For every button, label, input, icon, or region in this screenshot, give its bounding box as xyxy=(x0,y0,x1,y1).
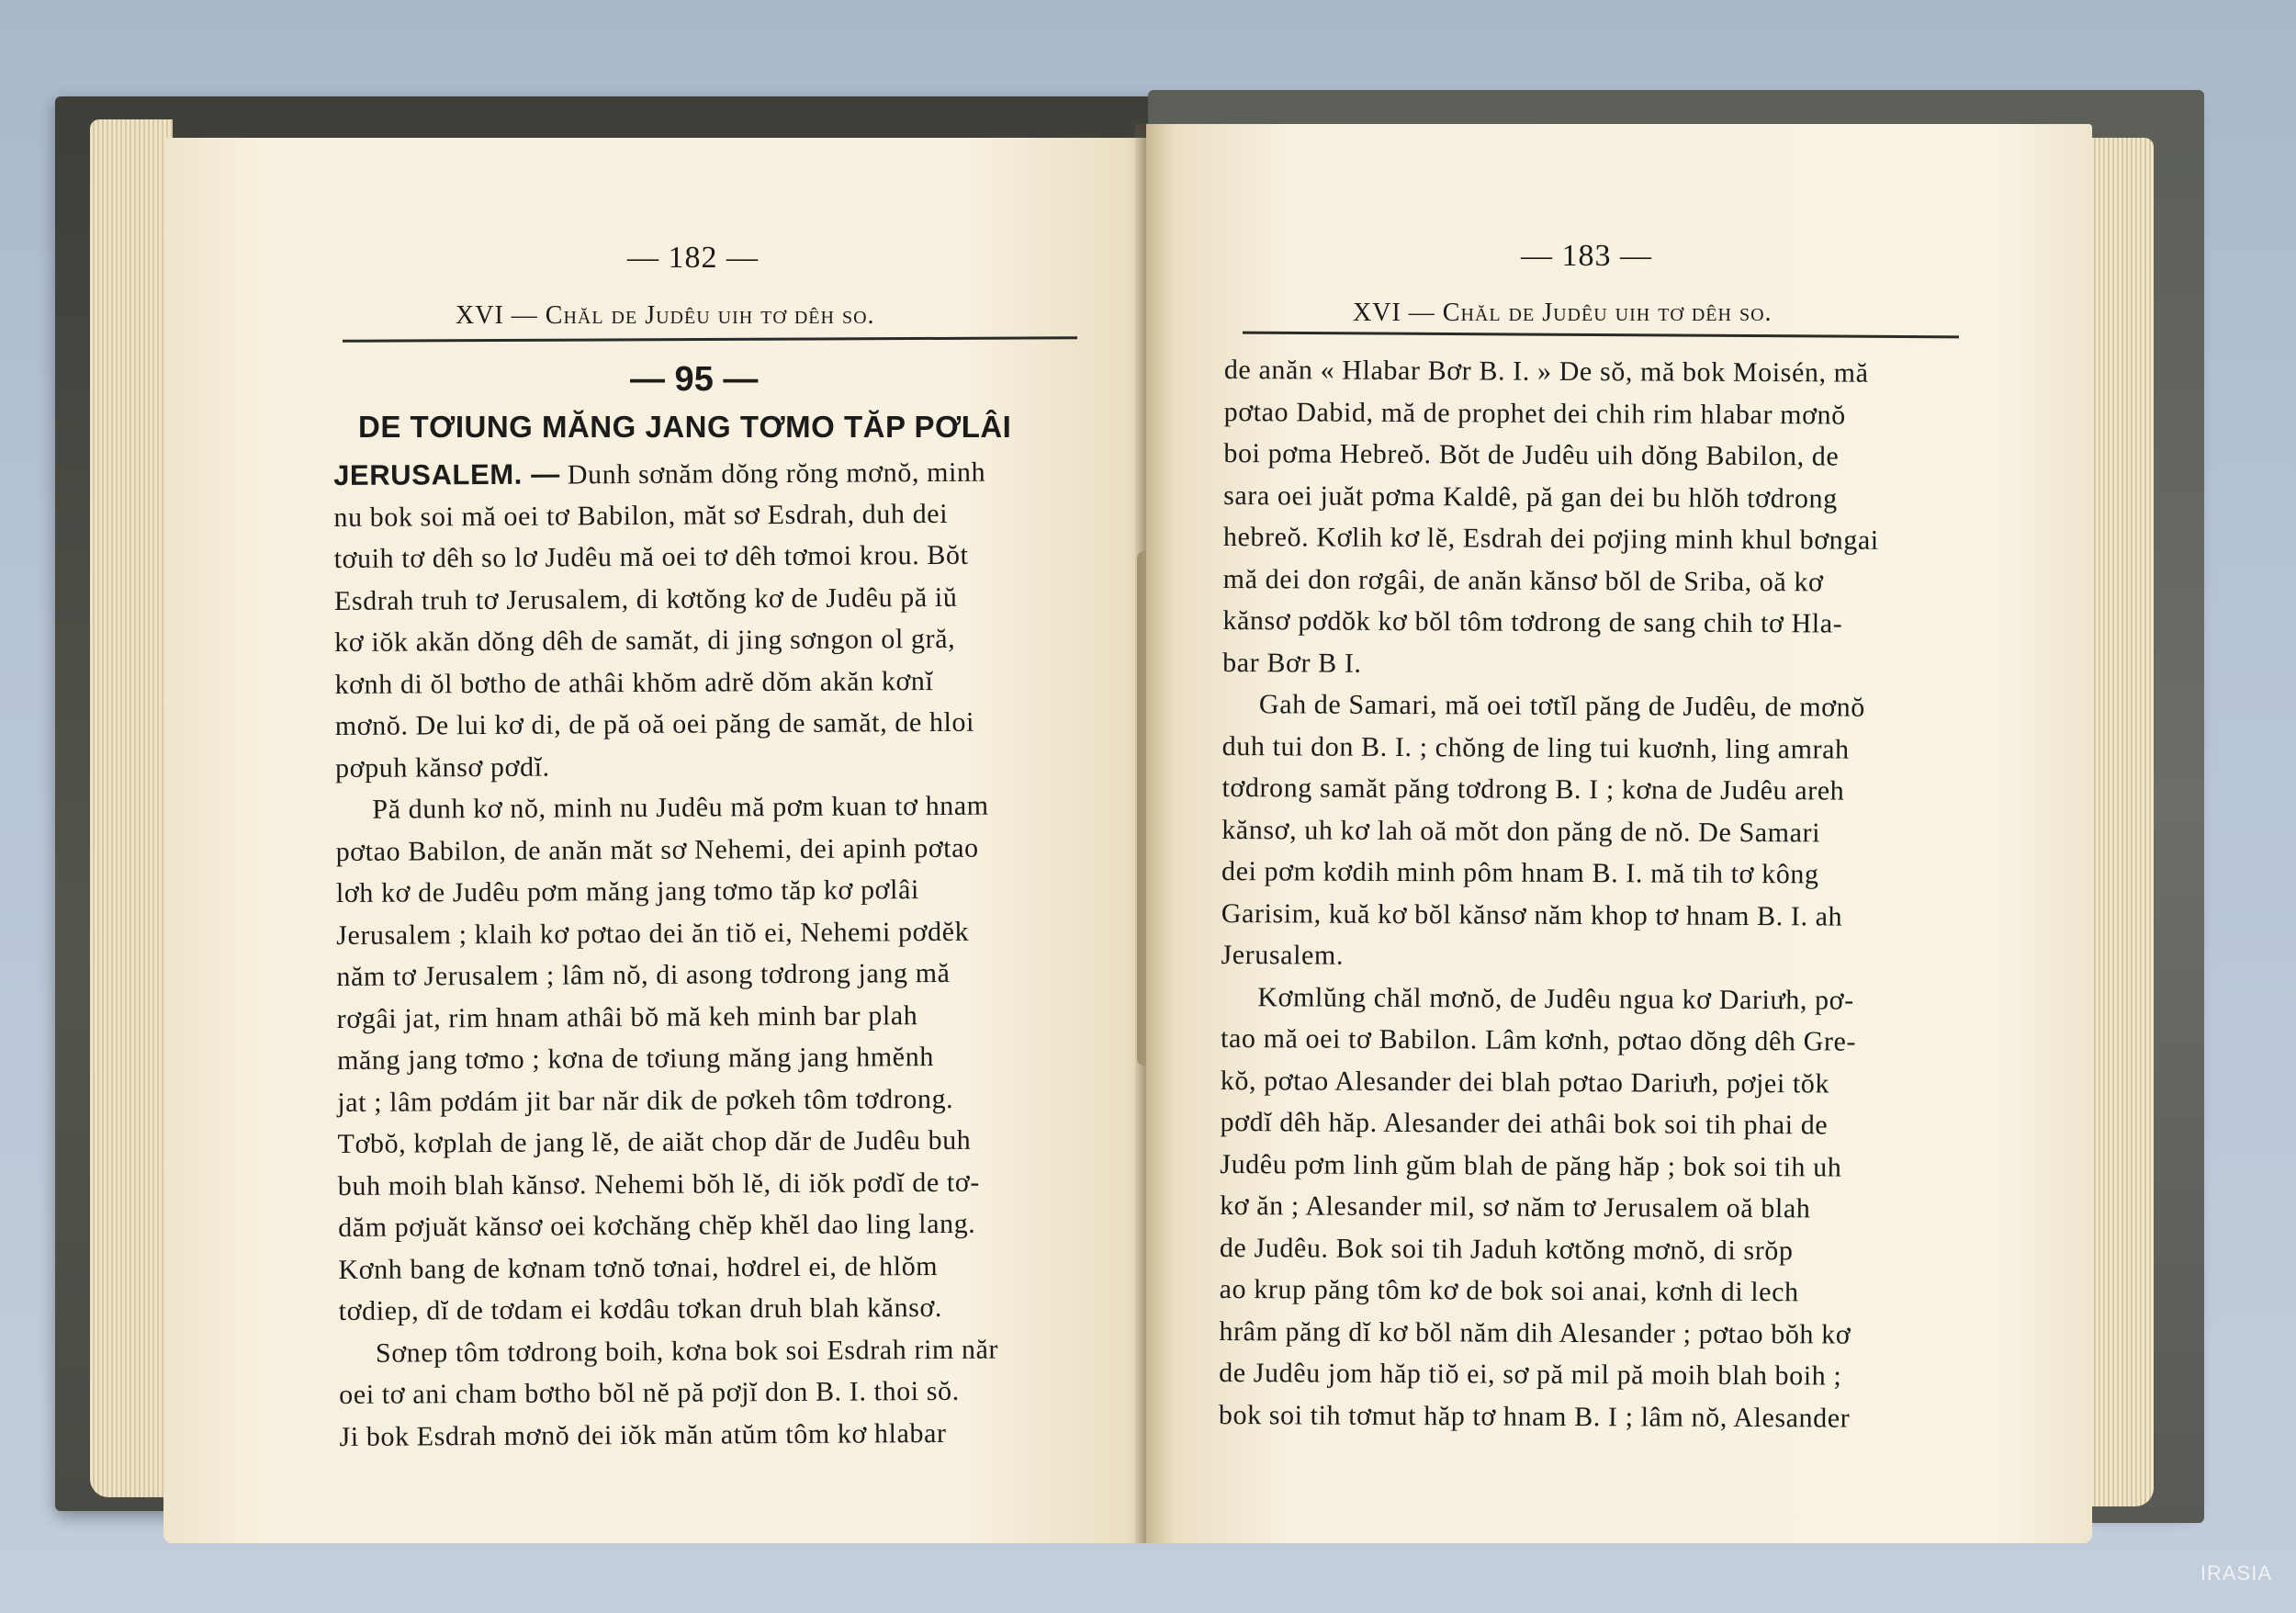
header-rule xyxy=(1243,332,1959,339)
text-line xyxy=(338,1244,1091,1291)
text-line xyxy=(1220,1226,1964,1272)
text-run: Jerusalem ; klaih kơ pơtao dei ăn tiŏ ei, Nehemi pơdĕk xyxy=(336,916,970,951)
text-run: năm tơ Jerusalem ; lâm nŏ, di asong tơdrong jang mă xyxy=(336,957,951,992)
text-line xyxy=(1221,892,1965,938)
text-run: Tơbŏ, kơplah de jang lĕ, de aiăt chop dăr de Judêu buh xyxy=(337,1124,972,1159)
text-run: ao krup păng tôm kơ de bok soi anai, kơnh di lech xyxy=(1219,1273,1799,1308)
text-line xyxy=(338,1202,1091,1249)
text-run: rơgâi jat, rim hnam athâi bŏ mă keh minh bar plah xyxy=(336,999,918,1034)
page-edges-left xyxy=(90,119,173,1497)
text-run: Pă dunh kơ nŏ, minh nu Judêu mă pơm kuan tơ hnam xyxy=(372,790,989,825)
text-line xyxy=(1222,683,1966,729)
text-line xyxy=(1219,1310,1963,1356)
page-number: — 182 — xyxy=(627,241,759,275)
text-run: Jerusalem. xyxy=(1221,939,1345,971)
right-page xyxy=(1146,124,2092,1543)
text-run: de anăn « Hlabar Bơr B. I. » De sŏ, mă bok Moisén, mă xyxy=(1223,354,1869,389)
text-line xyxy=(334,617,1087,664)
text-line xyxy=(1222,725,1966,771)
text-line xyxy=(335,701,1088,748)
text-line xyxy=(336,868,1089,915)
text-line xyxy=(1223,558,1967,603)
text-line xyxy=(1224,390,1968,436)
text-run: kănsơ, uh kơ lah oă mŏt don păng de nŏ. De Samari xyxy=(1221,814,1821,848)
text-line xyxy=(335,784,1088,831)
text-run: pơdĭ dêh hăp. Alesander dei athâi bok soi tih phai de xyxy=(1220,1106,1829,1141)
text-run: Judêu pơm linh gŭm blah de păng hăp ; bok soi tih uh xyxy=(1220,1148,1842,1183)
text-run: pơpuh kănsơ pơdĭ. xyxy=(334,751,550,784)
text-line xyxy=(339,1286,1092,1333)
text-run: oei tơ ani cham bơtho bŏl nĕ pă pơjĭ don B. I. thoi sŏ. xyxy=(339,1375,960,1410)
text-line xyxy=(337,993,1090,1040)
text-run: kănsơ pơdŏk kơ bŏl tôm tơdrong de sang chih tơ Hla- xyxy=(1222,604,1843,639)
text-run: Ji bok Esdrah mơnŏ dei iŏk măn atŭm tôm kơ hlabar xyxy=(339,1417,947,1452)
text-run: de Judêu jom hăp tiŏ ei, sơ pă mil pă moih blah boih ; xyxy=(1219,1357,1842,1392)
text-run: dăm pơjuăt kănsơ oei kơchăng chĕp khĕl dao ling lang. xyxy=(338,1208,976,1243)
text-run: pơtao Babilon, de anăn măt sơ Nehemi, dei apinh pơtao xyxy=(335,832,979,867)
text-run: hebreŏ. Kơlih kơ lĕ, Esdrah dei pơjing minh khul bơngai xyxy=(1222,521,1879,556)
text-line xyxy=(334,659,1087,705)
text-line xyxy=(338,1160,1091,1207)
text-line xyxy=(1221,808,1965,854)
text-line xyxy=(1221,934,1964,980)
text-line xyxy=(335,742,1088,789)
text-run: hrâm păng dĭ kơ bŏl năm dih Alesander ; pơtao bŏh kơ xyxy=(1219,1315,1851,1350)
text-run: tơuih tơ dêh so lơ Judêu mă oei tơ dêh tơmoi krou. Bŏt xyxy=(333,539,969,574)
body-text xyxy=(1219,349,1968,1439)
left-page xyxy=(163,138,1155,1543)
text-run: Dunh sơnăm dŏng rŏng mơnŏ, minh xyxy=(559,457,986,491)
text-run: boi pơma Hebreŏ. Bŏt de Judêu uih dŏng Babilon, de xyxy=(1223,437,1840,472)
text-run: nu bok soi mă oei tơ Babilon, măt sơ Esdrah, duh dei xyxy=(333,498,949,533)
text-run: tơdrong samăt păng tơdrong B. I ; kơna de Judêu areh xyxy=(1221,772,1845,806)
header-rule xyxy=(343,336,1077,342)
text-run: Kơmlŭng chăl mơnŏ, de Judêu ngua kơ Dariưh, pơ- xyxy=(1257,981,1854,1016)
text-run: Esdrah truh tơ Jerusalem, di kơtŏng kơ de Judêu pă iŭ xyxy=(333,581,958,616)
text-line xyxy=(1219,1352,1963,1398)
text-run: kơnh di ŏl bơtho de athâi khŏm adrĕ dŏm akăn kơnĭ xyxy=(334,665,934,700)
text-line xyxy=(336,909,1089,956)
text-run: Gah de Samari, mă oei tơtĭl păng de Judêu, de mơnŏ xyxy=(1258,689,1865,723)
text-line xyxy=(1222,600,1966,646)
text-line xyxy=(1221,1059,1964,1105)
text-line xyxy=(336,952,1089,998)
text-run: tơdiep, dĭ de tơdam ei kơdâu tơkan druh blah kănsơ. xyxy=(338,1292,943,1326)
text-line xyxy=(337,1035,1090,1082)
text-run: lơh kơ de Judêu pơm măng jang tơmo tăp kơ pơlâi xyxy=(335,874,919,908)
text-line xyxy=(333,491,1086,538)
text-line xyxy=(1219,1393,1963,1439)
text-run: jat ; lâm pơdám jit bar năr dik de pơkeh tôm tơdrong. xyxy=(337,1083,954,1118)
bold-run: JERUSALEM. — xyxy=(333,457,560,491)
text-line xyxy=(1220,1269,1964,1314)
text-run: dei pơm kơdih minh pôm hnam B. I. mă tih tơ kông xyxy=(1221,855,1819,890)
text-run: mă dei don rơgâi, de anăn kănsơ bŏl de Sriba, oă kơ xyxy=(1222,563,1824,597)
watermark: IRASIA xyxy=(2200,1562,2272,1585)
text-run: mơnŏ. De lui kơ di, de pă oă oei păng de samăt, de hloi xyxy=(334,706,975,741)
text-line xyxy=(1220,1143,1964,1189)
text-run: Garisim, kuă kơ bŏl kănsơ năm khop tơ hnam B. I. ah xyxy=(1221,897,1843,932)
text-line xyxy=(334,575,1087,622)
running-head: XVI — Chăl de Judêu uih tơ dêh so. xyxy=(456,301,875,330)
text-run: Sơnep tôm tơdrong boih, kơna bok soi Esdrah rim năr xyxy=(375,1334,999,1369)
page-edges-right xyxy=(2089,138,2154,1506)
text-line xyxy=(337,1119,1090,1166)
section-number: — 95 — xyxy=(630,360,759,399)
page-number: — 183 — xyxy=(1521,239,1652,273)
text-line xyxy=(339,1411,1092,1458)
text-run: bok soi tih tơmut hăp tơ hnam B. I ; lâm nŏ, Alesander xyxy=(1218,1399,1851,1434)
text-line xyxy=(339,1370,1092,1416)
text-line xyxy=(1221,1018,1964,1064)
text-run: duh tui don B. I. ; chŏng de ling tui kuơnh, ling amrah xyxy=(1221,730,1850,765)
section-title: DE TƠIUNG MĂNG JANG TƠMO TĂP PƠLÂI xyxy=(358,410,1012,444)
text-run: de Judêu. Bok soi tih Jaduh kơtŏng mơnŏ, di srŏp xyxy=(1219,1232,1794,1266)
text-line xyxy=(1221,851,1965,897)
text-run: bar Bơr B I. xyxy=(1222,647,1362,679)
text-run: tao mă oei tơ Babilon. Lâm kơnh, pơtao dŏng dêh Gre- xyxy=(1220,1022,1857,1057)
text-run: kŏ, pơtao Alesander dei blah pơtao Dariưh, pơjei tŏk xyxy=(1220,1065,1830,1099)
text-run: sara oei juăt pơma Kaldê, pă gan dei bu hlŏh tơdrong xyxy=(1223,479,1838,513)
running-head: XVI — Chăl de Judêu uih tơ dêh so. xyxy=(1353,299,1773,327)
text-line xyxy=(333,450,1086,497)
text-line xyxy=(1224,349,1968,395)
text-run: kơ ăn ; Alesander mil, sơ năm tơ Jerusalem oă blah xyxy=(1220,1190,1811,1224)
text-run: pơtao Dabid, mă de prophet dei chih rim hlabar mơnŏ xyxy=(1223,396,1846,431)
text-line xyxy=(334,534,1087,581)
text-run: măng jang tơmo ; kơna de tơiung măng jang hmĕnh xyxy=(336,1042,934,1076)
text-line xyxy=(1223,433,1967,479)
text-line xyxy=(1222,641,1966,687)
text-run: Kơnh bang de kơnam tơnŏ tơnai, hơdrel ei, de hlŏm xyxy=(338,1250,939,1285)
text-run: buh moih blah kănsơ. Nehemi bŏh lĕ, di iŏk pơdĭ de tơ- xyxy=(337,1167,981,1201)
text-line xyxy=(1220,1185,1964,1231)
text-line xyxy=(336,826,1089,873)
text-line xyxy=(1220,1101,1964,1147)
text-line xyxy=(1223,474,1967,520)
body-text xyxy=(333,450,1093,1458)
text-line xyxy=(1223,516,1967,562)
text-line xyxy=(339,1327,1092,1374)
text-run: kơ iŏk akăn dŏng dêh de samăt, di jing sơngon ol gră, xyxy=(334,623,956,658)
text-line xyxy=(1221,767,1965,813)
text-line xyxy=(337,1077,1090,1123)
text-line xyxy=(1221,976,1964,1021)
